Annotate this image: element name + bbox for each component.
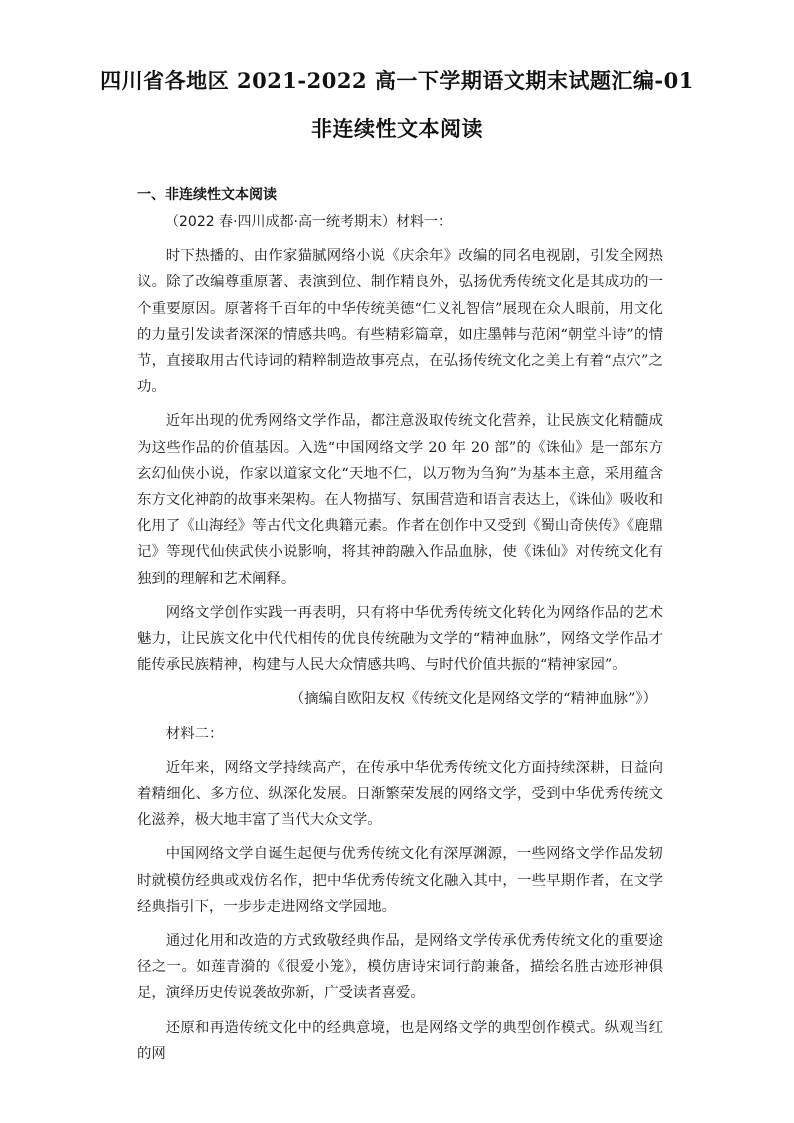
spacer <box>137 920 663 928</box>
spacer <box>137 678 663 686</box>
material2-paragraph-3: 通过化用和改造的方式致敬经典作品，是网络文学传承优秀传统文化的重要途径之一。如莲青漪的《很爱小笼》，模仿唐诗宋词行韵兼备，描绘名胜古迹形神俱足，演绎历史传说袭故弥新，广受读者喜爱。 <box>137 933 663 1002</box>
material2-paragraph-1: 近年来，网络文学持续高产，在传承中华优秀传统文化方面持续深耕，日益向着精细化、多方位、纵深化发展。日渐繁荣发展的网络文学，受到中华优秀传统文化滋养，极大地丰富了当代大众文学。 <box>137 759 663 829</box>
material-one <box>137 243 663 720</box>
material2-paragraph-4: 还原和再造传统文化中的经典意境，也是网络文学的典型创作模式。纵观当红的网 <box>137 1019 663 1062</box>
spacer <box>137 592 663 600</box>
material-two <box>137 721 663 1067</box>
source-line: （2022 春·四川成都·高一统考期末）材料一： <box>165 214 452 230</box>
material2-label: 材料二： <box>165 725 224 742</box>
document-title-line2: 非连续性文本阅读 <box>311 116 483 141</box>
material1-paragraph-1: 时下热播的、由作家猫腻网络小说《庆余年》改编的同名电视剧，引发全网热议。除了改编尊重原著、表演到位、制作精良外，弘扬优秀传统文化是其成功的一个重要原因。原著将千百年的中华传统美德“仁义礼智信”展现在众人眼前，用文化的力量引发读者深深的情感共鸣。有些精彩篇章，如庄墨韩与范闲“朝堂斗诗”的情节，直接取用古代诗词的精粹制造故事亮点，在弘扬传统文化之美上有着“点穴”之功。 <box>137 248 663 396</box>
material1-paragraph-2: 近年出现的优秀网络文学作品，都注意汲取传统文化营养，让民族文化精髓成为这些作品的价值基因。入选“中国网络文学 20 年 20 部”的《诛仙》是一部东方玄幻仙侠小说，作家以道家文化“天地不仁，以万物为刍狗”为基本主意，采用蕴含东方文化神韵的故事来架构。在人物描写、氛围营造和语言表达上，《诛仙》吸收和化用了《山海经》等古代文化典籍元素。作者在创作中又受到《蜀山奇侠传》《鹿鼎记》等现代仙侠武侠小说影响，将其神韵融入作品血脉，使《诛仙》对传统文化有独到的理解和艺术阐释。 <box>137 413 663 587</box>
material1-attribution: （摘编自欧阳友权《传统文化是网络文学的“精神血脉”》） <box>289 691 657 708</box>
spacer <box>137 833 663 841</box>
spacer <box>137 235 663 243</box>
material2-paragraph-2: 中国网络文学自诞生起便与优秀传统文化有深厚渊源，一些网络文学作品发轫时就模仿经典或戏仿名作，把中华优秀传统文化融入其中，一些早期作者，在文学经典指引下，一步步走进网络文学园地。 <box>137 846 663 915</box>
section-body <box>137 209 663 1067</box>
material1-paragraph-3: 网络文学创作实践一再表明，只有将中华优秀传统文化转化为网络作品的艺术魅力，让民族文化中代代相传的优良传统融为文学的“精神血脉”，网络文学作品才能传承民族精神，构建与人民大众情感共鸣、与时代价值共振的“精神家园”。 <box>137 604 663 674</box>
spacer <box>137 747 663 755</box>
section-heading: 一、非连续性文本阅读 <box>137 187 277 203</box>
spacer <box>137 713 663 721</box>
spacer <box>137 400 663 408</box>
document-title-line1: 四川省各地区 2021-2022 高一下学期语文期末试题汇编-01 <box>100 68 694 93</box>
spacer <box>137 1007 663 1015</box>
